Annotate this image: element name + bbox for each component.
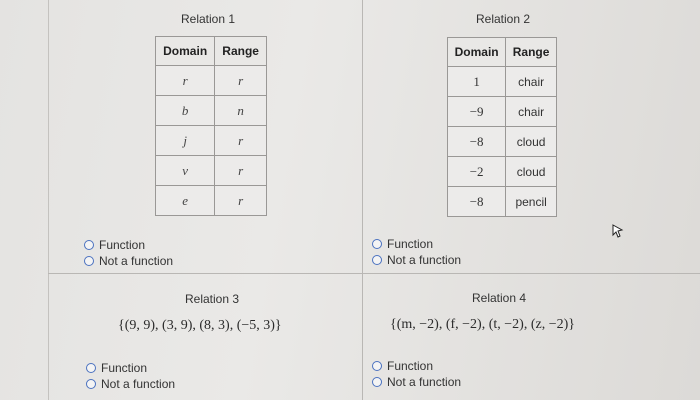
range-cell: pencil	[506, 187, 557, 217]
vertical-divider	[362, 0, 363, 400]
table-row	[156, 126, 267, 156]
domain-cell: r	[156, 66, 215, 96]
domain-header: Domain	[448, 38, 506, 67]
relation3-options	[86, 360, 175, 392]
option-label: Function	[387, 359, 434, 373]
horizontal-divider	[48, 273, 700, 274]
relation1-title: Relation 1	[181, 12, 236, 26]
table-row	[448, 127, 557, 157]
relation4-function-option[interactable]	[372, 358, 461, 374]
table-row	[448, 67, 557, 97]
domain-cell: e	[156, 186, 215, 216]
domain-cell: −9	[448, 97, 506, 127]
table-row	[156, 66, 267, 96]
range-cell: chair	[506, 67, 557, 97]
table-row	[448, 187, 557, 217]
table-row	[156, 186, 267, 216]
range-header: Range	[506, 38, 557, 67]
relation1-function-option[interactable]	[84, 237, 173, 253]
domain-cell: 1	[448, 67, 506, 97]
table-row	[156, 96, 267, 126]
radio-button[interactable]	[84, 256, 94, 266]
relation1-table	[155, 36, 267, 216]
range-cell: cloud	[506, 157, 557, 187]
range-cell: r	[215, 186, 267, 216]
range-cell: r	[215, 66, 267, 96]
domain-cell: v	[156, 156, 215, 186]
range-cell: n	[215, 96, 267, 126]
range-cell: cloud	[506, 127, 557, 157]
table-row	[448, 157, 557, 187]
radio-button[interactable]	[86, 379, 96, 389]
table-row	[448, 97, 557, 127]
relation4-not-function-option[interactable]	[372, 374, 461, 390]
domain-cell: −8	[448, 127, 506, 157]
radio-button[interactable]	[372, 239, 382, 249]
domain-cell: −8	[448, 187, 506, 217]
relation2-title: Relation 2	[476, 12, 531, 26]
relation2-options	[372, 236, 461, 268]
range-header: Range	[215, 37, 267, 66]
radio-button[interactable]	[84, 240, 94, 250]
relation4-title: Relation 4	[472, 291, 527, 305]
range-cell: r	[215, 126, 267, 156]
relation1-options	[84, 237, 173, 269]
radio-button[interactable]	[372, 377, 382, 387]
option-label: Not a function	[99, 254, 174, 268]
option-label: Function	[387, 237, 434, 251]
relation3-set: {(9, 9), (3, 9), (8, 3), (−5, 3)}	[118, 318, 282, 333]
relation3-function-option[interactable]	[86, 360, 175, 376]
table-header-row	[156, 37, 267, 66]
relation2-function-option[interactable]	[372, 236, 461, 252]
mouse-pointer-icon	[612, 224, 624, 243]
range-cell: r	[215, 156, 267, 186]
option-label: Function	[101, 361, 148, 375]
option-label: Function	[99, 238, 146, 252]
radio-button[interactable]	[372, 255, 382, 265]
option-label: Not a function	[387, 375, 462, 389]
relation2-not-function-option[interactable]	[372, 252, 461, 268]
relation2-table	[447, 37, 557, 217]
domain-header: Domain	[156, 37, 215, 66]
left-divider	[48, 0, 49, 400]
relation1-not-function-option[interactable]	[84, 253, 173, 269]
option-label: Not a function	[387, 253, 462, 267]
range-cell: chair	[506, 97, 557, 127]
option-label: Not a function	[101, 377, 176, 391]
relation3-title: Relation 3	[185, 292, 240, 306]
domain-cell: −2	[448, 157, 506, 187]
domain-cell: j	[156, 126, 215, 156]
domain-cell: b	[156, 96, 215, 126]
relation4-set: {(m, −2), (f, −2), (t, −2), (z, −2)}	[390, 317, 575, 332]
radio-button[interactable]	[86, 363, 96, 373]
radio-button[interactable]	[372, 361, 382, 371]
relation4-options	[372, 358, 461, 390]
relation3-not-function-option[interactable]	[86, 376, 175, 392]
table-header-row	[448, 38, 557, 67]
table-row	[156, 156, 267, 186]
